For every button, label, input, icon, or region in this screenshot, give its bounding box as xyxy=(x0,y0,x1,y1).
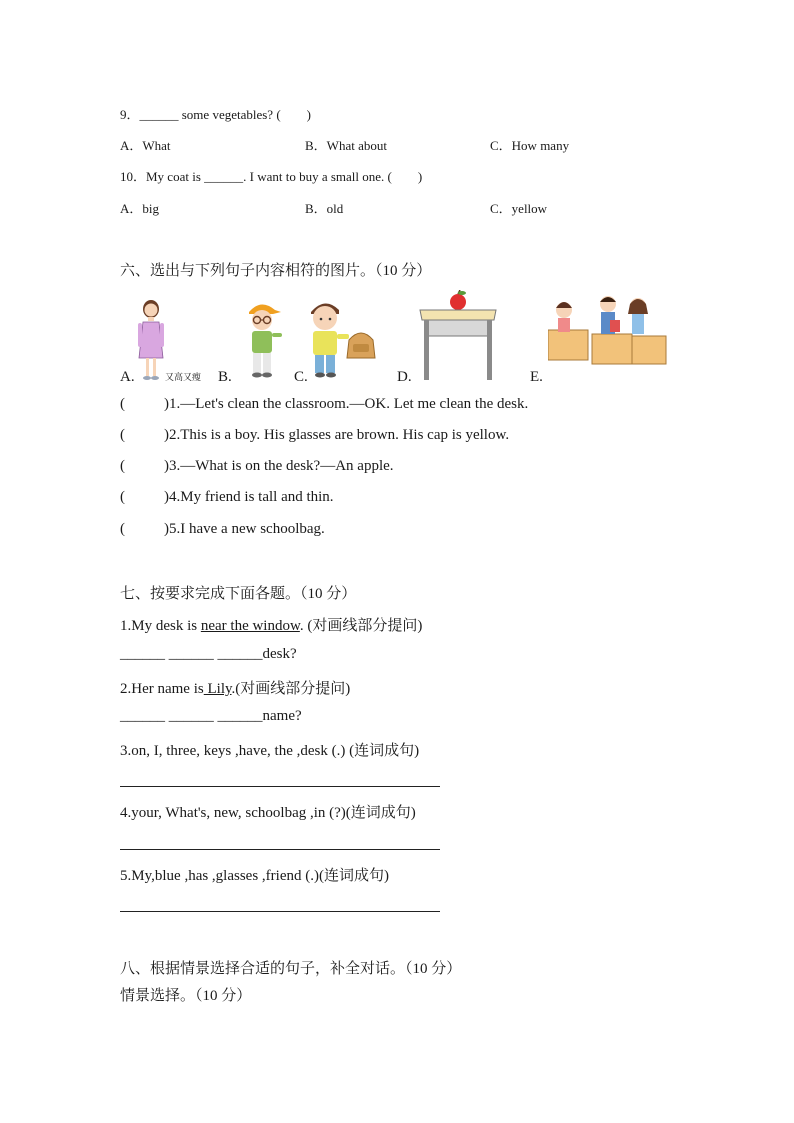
s6-item-1: ( )1.—Let's clean the classroom.—OK. Let me clean the desk. xyxy=(120,396,529,412)
question-10: 10．My coat is ______. I want to buy a small one. ( ) xyxy=(120,169,423,184)
s7-answer-line-5 xyxy=(120,911,440,912)
s7-question-2: 2.Her name is Lily.(对画线部分提问) xyxy=(120,681,351,697)
picture-c-boy-schoolbag xyxy=(305,298,379,380)
picture-b-boy-glasses xyxy=(243,298,285,380)
question-9: 9．______ some vegetables? ( ) xyxy=(120,107,311,122)
picture-a-girl xyxy=(135,298,167,382)
picture-e-classroom xyxy=(548,290,668,376)
label-a: A. xyxy=(120,369,135,385)
s7-question-3: 3.on, I, three, keys ,have, the ,desk (.) (连词成句) xyxy=(120,743,420,759)
s7-answer-1: ______ ______ ______desk? xyxy=(120,646,297,662)
q9-option-b: B．What about xyxy=(305,138,387,153)
s7-question-4: 4.your, What's, new, schoolbag ,in (?)(连词成句) xyxy=(120,805,416,821)
section-8-heading: 八、根据情景选择合适的句子，补全对话。（10 分） xyxy=(120,961,462,977)
s7-question-5: 5.My,blue ,has ,glasses ,friend (.)(连词成句) xyxy=(120,868,389,884)
label-b: B. xyxy=(218,369,232,385)
s7-answer-line-4 xyxy=(120,849,440,850)
s6-item-4: ( )4.My friend is tall and thin. xyxy=(120,489,334,505)
s7-answer-line-3 xyxy=(120,786,440,787)
s6-item-2: ( )2.This is a boy. His glasses are brown. His cap is yellow. xyxy=(120,427,510,443)
s7-question-1: 1.My desk is near the window. (对画线部分提问) xyxy=(120,618,423,634)
s7-answer-2: ______ ______ ______name? xyxy=(120,708,302,724)
q9-option-a: A．What xyxy=(120,138,171,153)
q9-option-c: C．How many xyxy=(490,138,570,153)
section-8-subheading: 情景选择。（10 分） xyxy=(120,988,252,1004)
label-e: E. xyxy=(530,369,543,385)
label-d: D. xyxy=(397,369,412,385)
label-c: C. xyxy=(294,369,308,385)
section-7-heading: 七、按要求完成下面各题。（10 分） xyxy=(120,586,357,602)
section-6-heading: 六、选出与下列句子内容相符的图片。（10 分） xyxy=(120,263,432,279)
q10-option-b: B．old xyxy=(305,201,344,216)
s6-item-5: ( )5.I have a new schoolbag. xyxy=(120,521,325,537)
s6-item-3: ( )3.—What is on the desk?—An apple. xyxy=(120,458,394,474)
picture-d-desk-apple xyxy=(416,290,500,382)
q10-option-a: A．big xyxy=(120,201,160,216)
picture-a-caption: 又高又瘦 xyxy=(165,373,202,383)
q10-option-c: C．yellow xyxy=(490,201,548,216)
